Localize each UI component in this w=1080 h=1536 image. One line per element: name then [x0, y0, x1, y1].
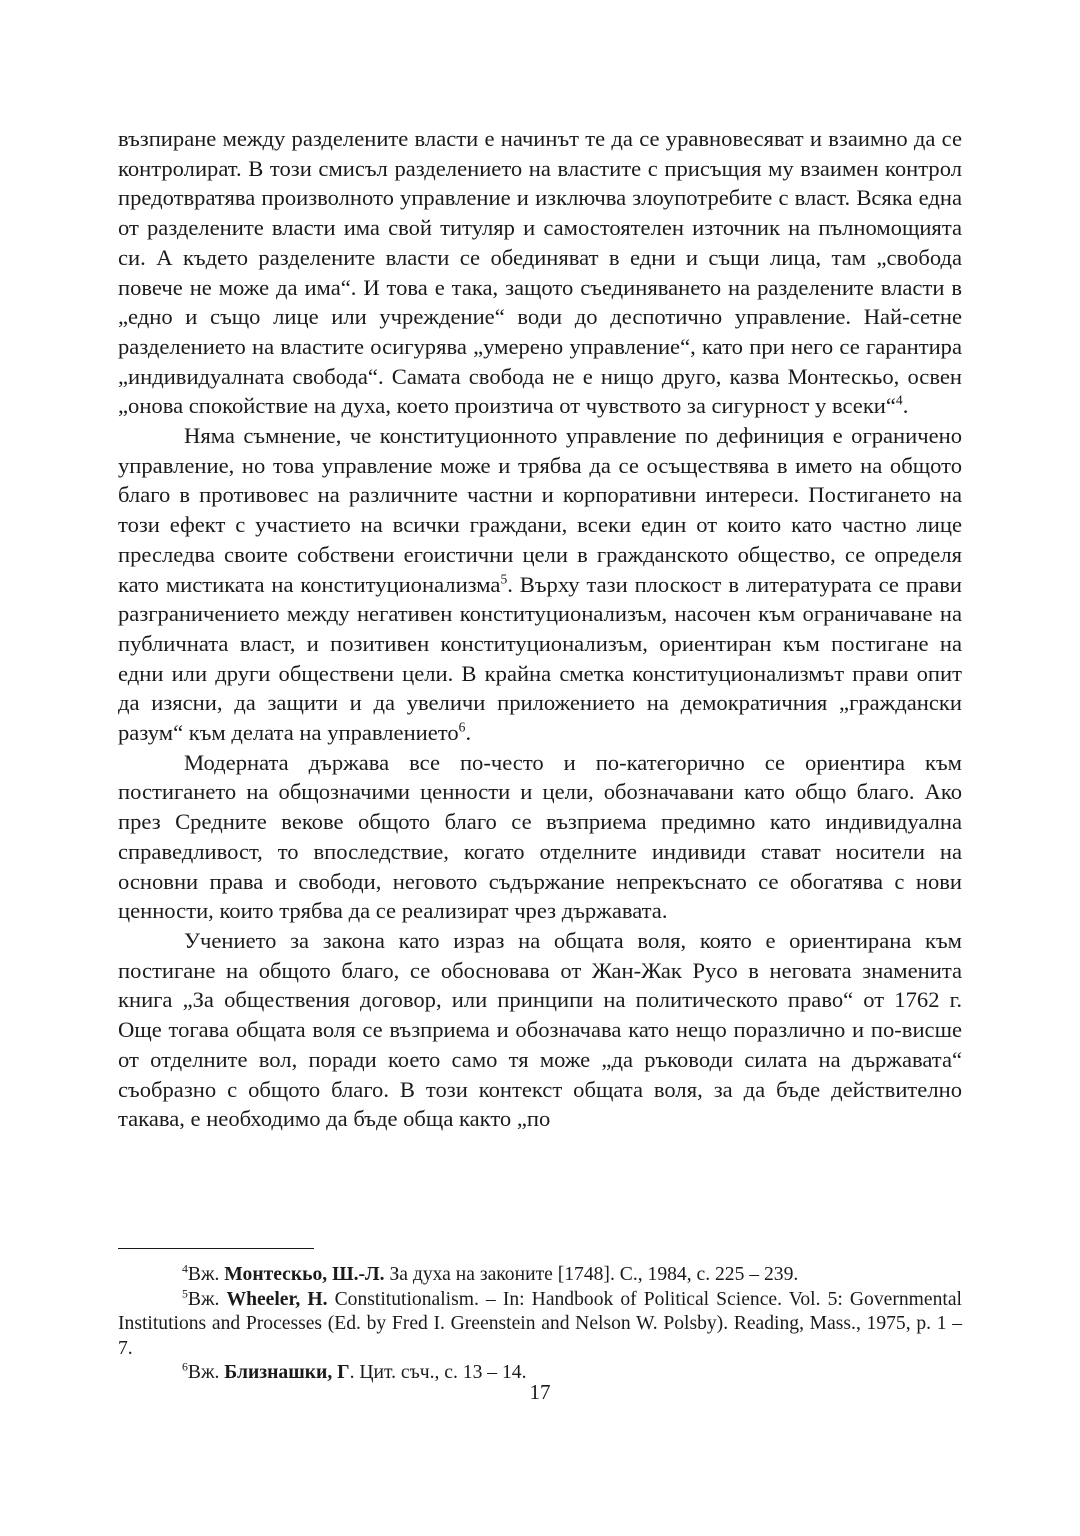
footnote-4: $^4$Вж. Монтескьо, Ш.-Л. За духа на законите [1748]. С., 1984, с. 225 – 239. [182, 1262, 799, 1285]
footnote-6: $^6$Вж. Близнашки, Г. Цит. съч., с. 13 – 14. [182, 1360, 527, 1383]
paragraph-3: Модерната държава все по-често и по-категорично се ориентира към постигането на общозначими ценности и цели, обозначавани като общо благо. Ако през Средните векове общото благо се възприема предимно като индивидуална справедливост, то впоследствие, когато отделните индивиди стават носители на основни права и свободи, неговото съдържание непрекъснато се обогатява с нови ценности, които трябва да се реализират чрез държавата. [118, 749, 962, 924]
paragraph-2: Няма съмнение, че конституционното управление по дефиниция е ограничено управление, но това управление може и трябва да се осъществява в името на общото благо в противовес на различните частни и корпоративни интереси. Постигането на този ефект с участието на всички граждани, всеки един от които като частно лице преследва своите собствени егоистични цели в гражданското общество, се определя като мистиката на конституционализма$^5$. Върху тази плоскост в литературата се прави разграничението между негативен конституционализъм, насочен към ограничаване на публичната власт, и позитивен конституционализъм, ориентиран към постигане на едни или други обществени цели. В крайна сметка конституционализмът прави опит да изясни, да защити и да увеличи приложението на демократичния „граждански разум“ към делата на управлението$^6$. [118, 423, 963, 746]
footnote-ref-6[interactable]: 6 [458, 719, 466, 735]
footnote-author: Близнашки, Г [224, 1362, 350, 1383]
footnote-5: $^5$Вж. Wheeler, H. Constitutionalism. – In: Handbook of Political Science. Vol. 5: Governmental Institutions and Processes (Ed. by Fred I. Greenstein and Nelson W. Polsby). Reading, Mass., 1975, p. 1 – 7. [118, 1286, 962, 1359]
footnote-ref-4[interactable]: 4 [895, 392, 903, 408]
page-number: 17 [529, 1380, 551, 1404]
footnote-divider [118, 1248, 314, 1249]
paragraph-1: възпиране между разделените власти е начинът те да се уравновесяват и взаимно да се контролират. В този смисъл разделението на властите с присъщия му взаимен контрол предотвратява произволното управление и изключва злоупотребите с власт. Всяка една от разделените власти има свой титуляр и самостоятелен източник на пълномощията си. А където разделените власти се обединяват в едни и същи лица, там „свобода повече не може да има“. И това е така, защото съединяването на разделените власти в „едно и също лице или учреждение“ води до деспотично управление. Най-сетне разделението на властите осигурява „умерено управление“, като при него се гарантира „индивидуалната свобода“. Самата свобода не е нищо друго, казва Монтескьо, освен „онова спокойствие на духа, което произтича от чувството за сигурност у всеки“$^4$. [118, 126, 962, 419]
paragraph-4: Учението за закона като израз на общата воля, която е ориентирана към постигане на общото благо, се обосновава от Жан-Жак Русо в неговата знаменита книга „За обществения договор, или принципи на политическото право“ от 1762 г. Още тогава общата воля се възприема и обозначава като нещо поразлично и по-висше от отделните вол, поради което само тя може „да ръководи силата на държавата“ съобразно с общото благо. В този контекст общата воля, за да бъде действително такава, е необходимо да бъде обща както „по [118, 927, 962, 1132]
main-text [118, 124, 962, 1134]
footnotes [118, 1263, 962, 1386]
footnote-author: Wheeler, H. [226, 1288, 328, 1310]
footnote-ref-5[interactable]: 5 [500, 571, 508, 587]
footnote-author: Монтескьо, Ш.-Л. [224, 1264, 385, 1285]
